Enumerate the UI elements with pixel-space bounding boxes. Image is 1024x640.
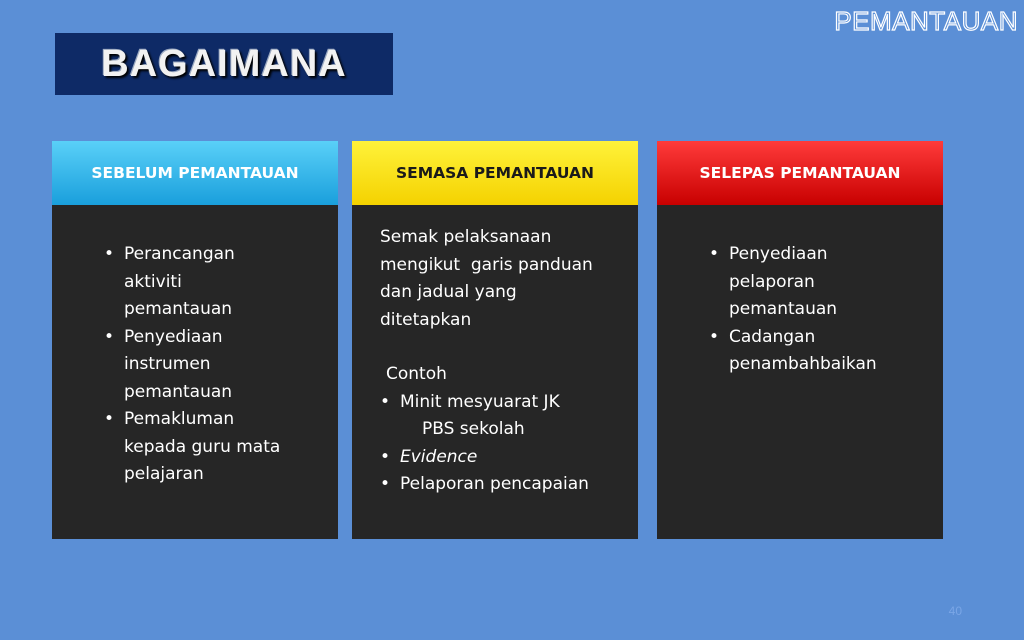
example-list <box>380 389 624 499</box>
list-item <box>104 324 318 407</box>
intro-line: dan jadual yang <box>380 282 517 302</box>
list-item-line: instrumen <box>124 354 211 374</box>
list-item-line: Evidence <box>400 446 478 467</box>
list-item-line: pemantauan <box>124 299 233 319</box>
list-item-line: Perancangan <box>124 244 235 264</box>
slide-number: 40 <box>948 604 962 618</box>
intro-line: ditetapkan <box>380 309 472 330</box>
list-item-line: Penyediaan <box>124 326 223 347</box>
list-item-line: Pelaporan pencapaian <box>400 474 589 494</box>
bullet-icon: • <box>380 391 391 412</box>
list-item-line: kepada guru mata <box>124 436 281 457</box>
list-item-line: Minit mesyuarat JK <box>400 391 560 412</box>
bullet-icon: • <box>709 244 720 264</box>
column-before-monitoring <box>52 141 338 539</box>
bullet-icon: • <box>104 244 115 264</box>
bullet-icon: • <box>104 409 115 429</box>
bullet-icon: • <box>104 326 115 347</box>
list-item-line: Penyediaan <box>729 244 828 264</box>
list-item-line: Cadangan <box>729 326 816 347</box>
list-item <box>380 389 624 444</box>
column-header: SEBELUM PEMANTAUAN <box>52 141 338 205</box>
column-header: SEMASA PEMANTAUAN <box>352 141 638 205</box>
title-banner <box>55 33 393 95</box>
column-body <box>52 205 338 489</box>
column-body <box>352 205 638 499</box>
list-item-line: pelajaran <box>124 464 204 484</box>
bullet-icon: • <box>380 474 391 494</box>
bullet-icon: • <box>709 326 720 347</box>
example-label: Contoh <box>386 364 447 384</box>
list-item-line: pemantauan <box>124 381 233 402</box>
list-item-line: pelaporan <box>729 271 815 292</box>
list-item <box>380 444 624 472</box>
column-header: SELEPAS PEMANTAUAN <box>657 141 943 205</box>
bullet-list <box>104 241 318 489</box>
intro-line: mengikut garis panduan <box>380 254 593 275</box>
list-item <box>104 241 318 324</box>
list-item <box>380 471 624 499</box>
list-item-line: Pemakluman <box>124 409 235 429</box>
list-item-line: penambahbaikan <box>729 354 877 374</box>
column-during-monitoring <box>352 141 638 539</box>
list-item <box>104 406 318 489</box>
bullet-list <box>709 241 923 379</box>
column-body <box>657 205 943 379</box>
intro-line: Semak pelaksanaan <box>380 227 552 247</box>
list-item-line: pemantauan <box>729 299 838 319</box>
bullet-icon: • <box>380 446 391 467</box>
intro-paragraph <box>380 224 624 334</box>
slide-title: BAGAIMANA <box>101 42 347 85</box>
list-item-line: PBS sekolah <box>422 419 525 439</box>
section-title: PEMANTAUAN <box>834 6 1018 36</box>
list-item-line: aktiviti <box>124 271 182 292</box>
list-item <box>709 324 923 379</box>
column-after-monitoring <box>657 141 943 539</box>
list-item <box>709 241 923 324</box>
